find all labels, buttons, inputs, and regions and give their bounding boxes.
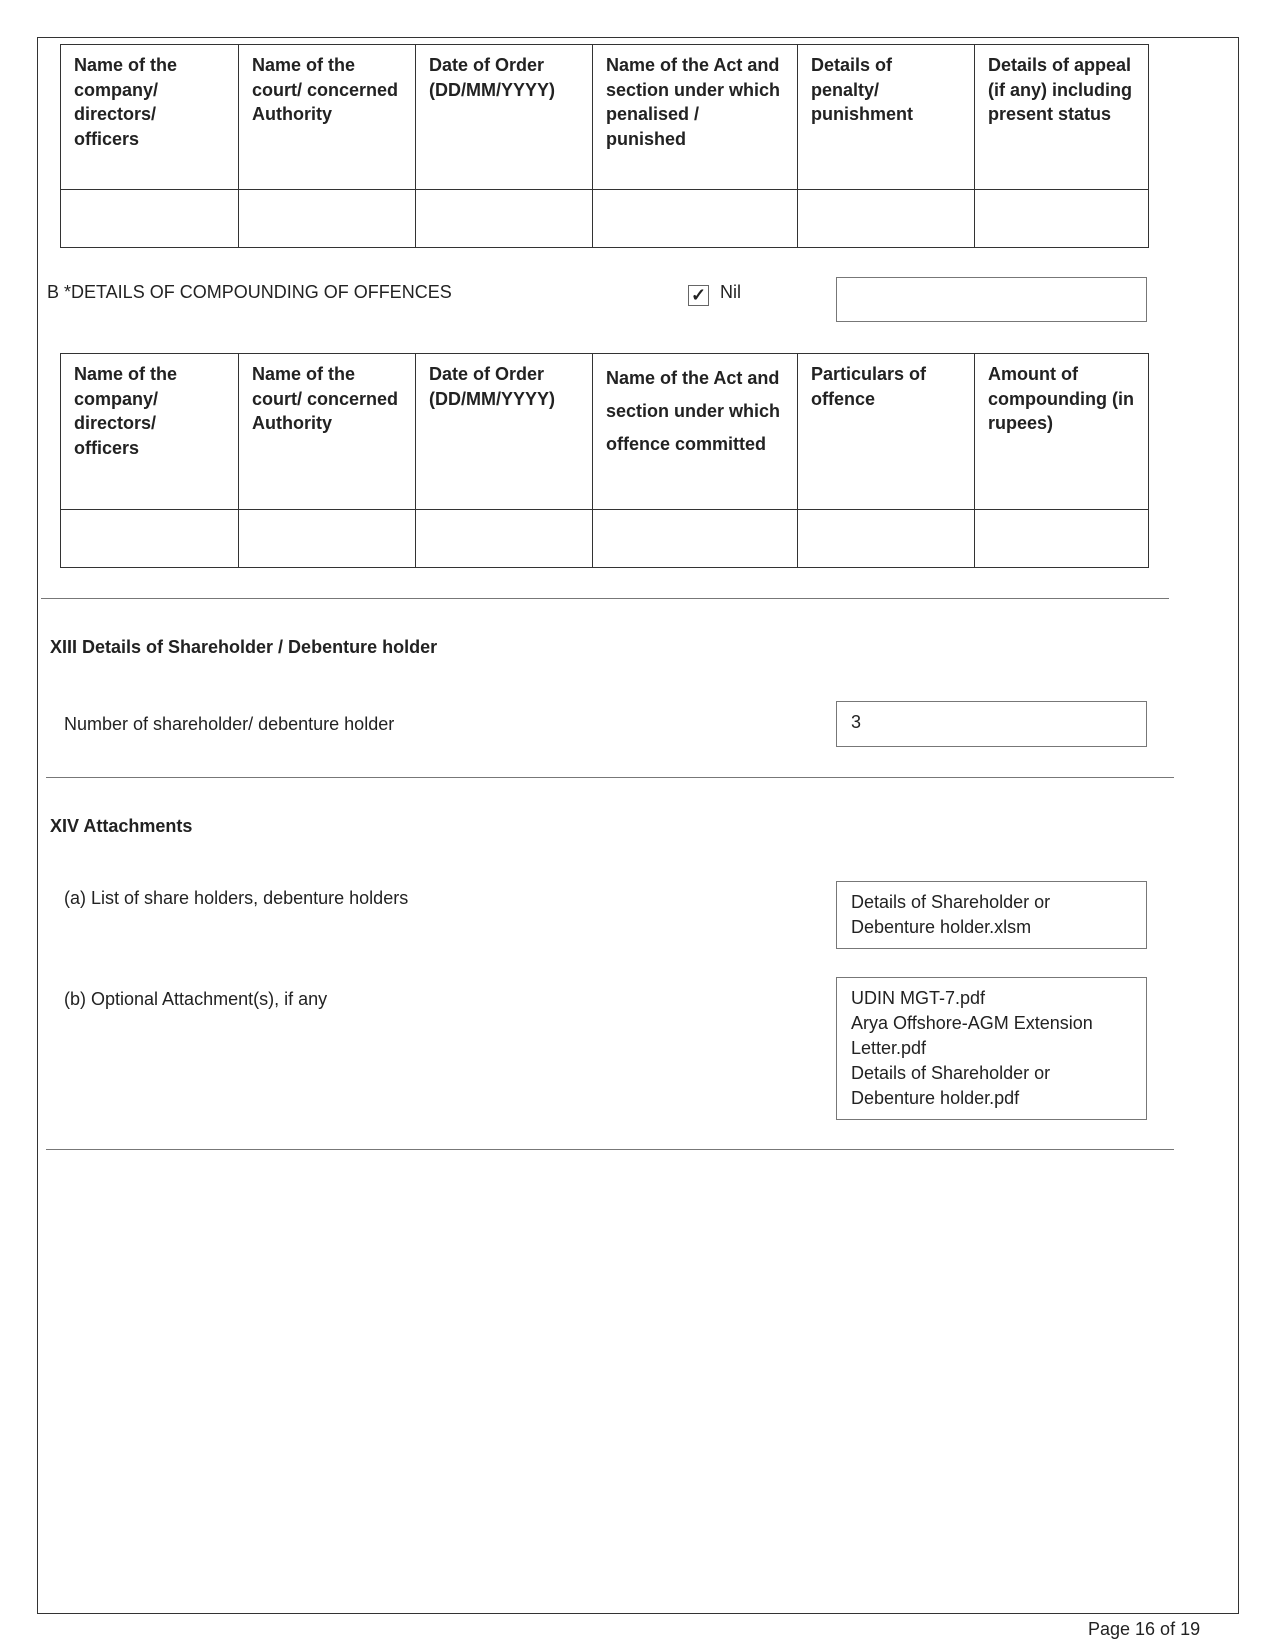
header-company: Name of the company/ directors/ officers [61,45,239,190]
table-cell[interactable] [593,510,798,568]
header-company: Name of the company/ directors/ officers [61,354,239,510]
shareholder-list-label: (a) List of share holders, debenture holders [64,888,409,908]
nil-label: Nil [720,282,741,302]
table-header-row [61,354,1149,510]
table-row [61,190,1149,248]
file-name-line: Debenture holder.xlsm [851,917,1032,937]
file-name-line: Details of Shareholder or [851,892,1051,912]
shareholder-list-attachment[interactable] [836,881,1147,949]
nil-checkbox[interactable] [688,285,709,306]
file-name-line: UDIN MGT-7.pdf [851,988,986,1008]
optional-attachments-label: (b) Optional Attachment(s), if any [64,989,328,1009]
table-cell[interactable] [416,190,593,248]
nil-field[interactable] [836,277,1147,322]
header-act-section: Name of the Act and section under which penalised / punished [593,45,798,190]
shareholder-count-field[interactable]: 3 [836,701,1147,747]
table-cell[interactable] [61,190,239,248]
table-row [61,510,1149,568]
header-date: Date of Order (DD/MM/YYYY) [416,45,593,190]
page-frame [37,37,1239,1614]
file-name-line: Letter.pdf [851,1038,927,1058]
shareholder-count-label: Number of shareholder/ debenture holder [64,714,395,734]
section-divider [46,777,1174,778]
table-cell[interactable] [975,190,1149,248]
section-divider [46,1149,1174,1150]
table-cell[interactable] [416,510,593,568]
header-compounding-amount: Amount of compounding (in rupees) [975,354,1149,510]
table-header-row [61,45,1149,190]
compounding-section-title: B *DETAILS OF COMPOUNDING OF OFFENCES [47,282,452,302]
header-act-section: Name of the Act and section under which offence committed [593,354,798,510]
table-cell[interactable] [798,190,975,248]
table-cell[interactable] [798,510,975,568]
optional-attachments-list[interactable] [836,977,1147,1120]
table-cell[interactable] [239,190,416,248]
penalty-table [60,44,1149,248]
table-cell[interactable] [593,190,798,248]
checkmark-icon: ✓ [690,285,707,305]
file-name-line: Debenture holder.pdf [851,1088,1020,1108]
page-number: Page 16 of 19 [1088,1619,1201,1639]
shareholders-section-title: XIII Details of Shareholder / Debenture holder [50,637,438,657]
file-name-line: Arya Offshore-AGM Extension [851,1013,1093,1033]
section-divider [41,598,1169,599]
header-date: Date of Order (DD/MM/YYYY) [416,354,593,510]
table-cell[interactable] [61,510,239,568]
header-offence-particulars: Particulars of offence [798,354,975,510]
table-cell[interactable] [239,510,416,568]
file-name-line: Details of Shareholder or [851,1063,1051,1083]
header-penalty-details: Details of penalty/ punishment [798,45,975,190]
header-court: Name of the court/ concerned Authority [239,354,416,510]
compounding-table [60,353,1149,568]
header-court: Name of the court/ concerned Authority [239,45,416,190]
header-appeal-details: Details of appeal (if any) including present status [975,45,1149,190]
attachments-section-title: XIV Attachments [50,816,193,836]
table-cell[interactable] [975,510,1149,568]
